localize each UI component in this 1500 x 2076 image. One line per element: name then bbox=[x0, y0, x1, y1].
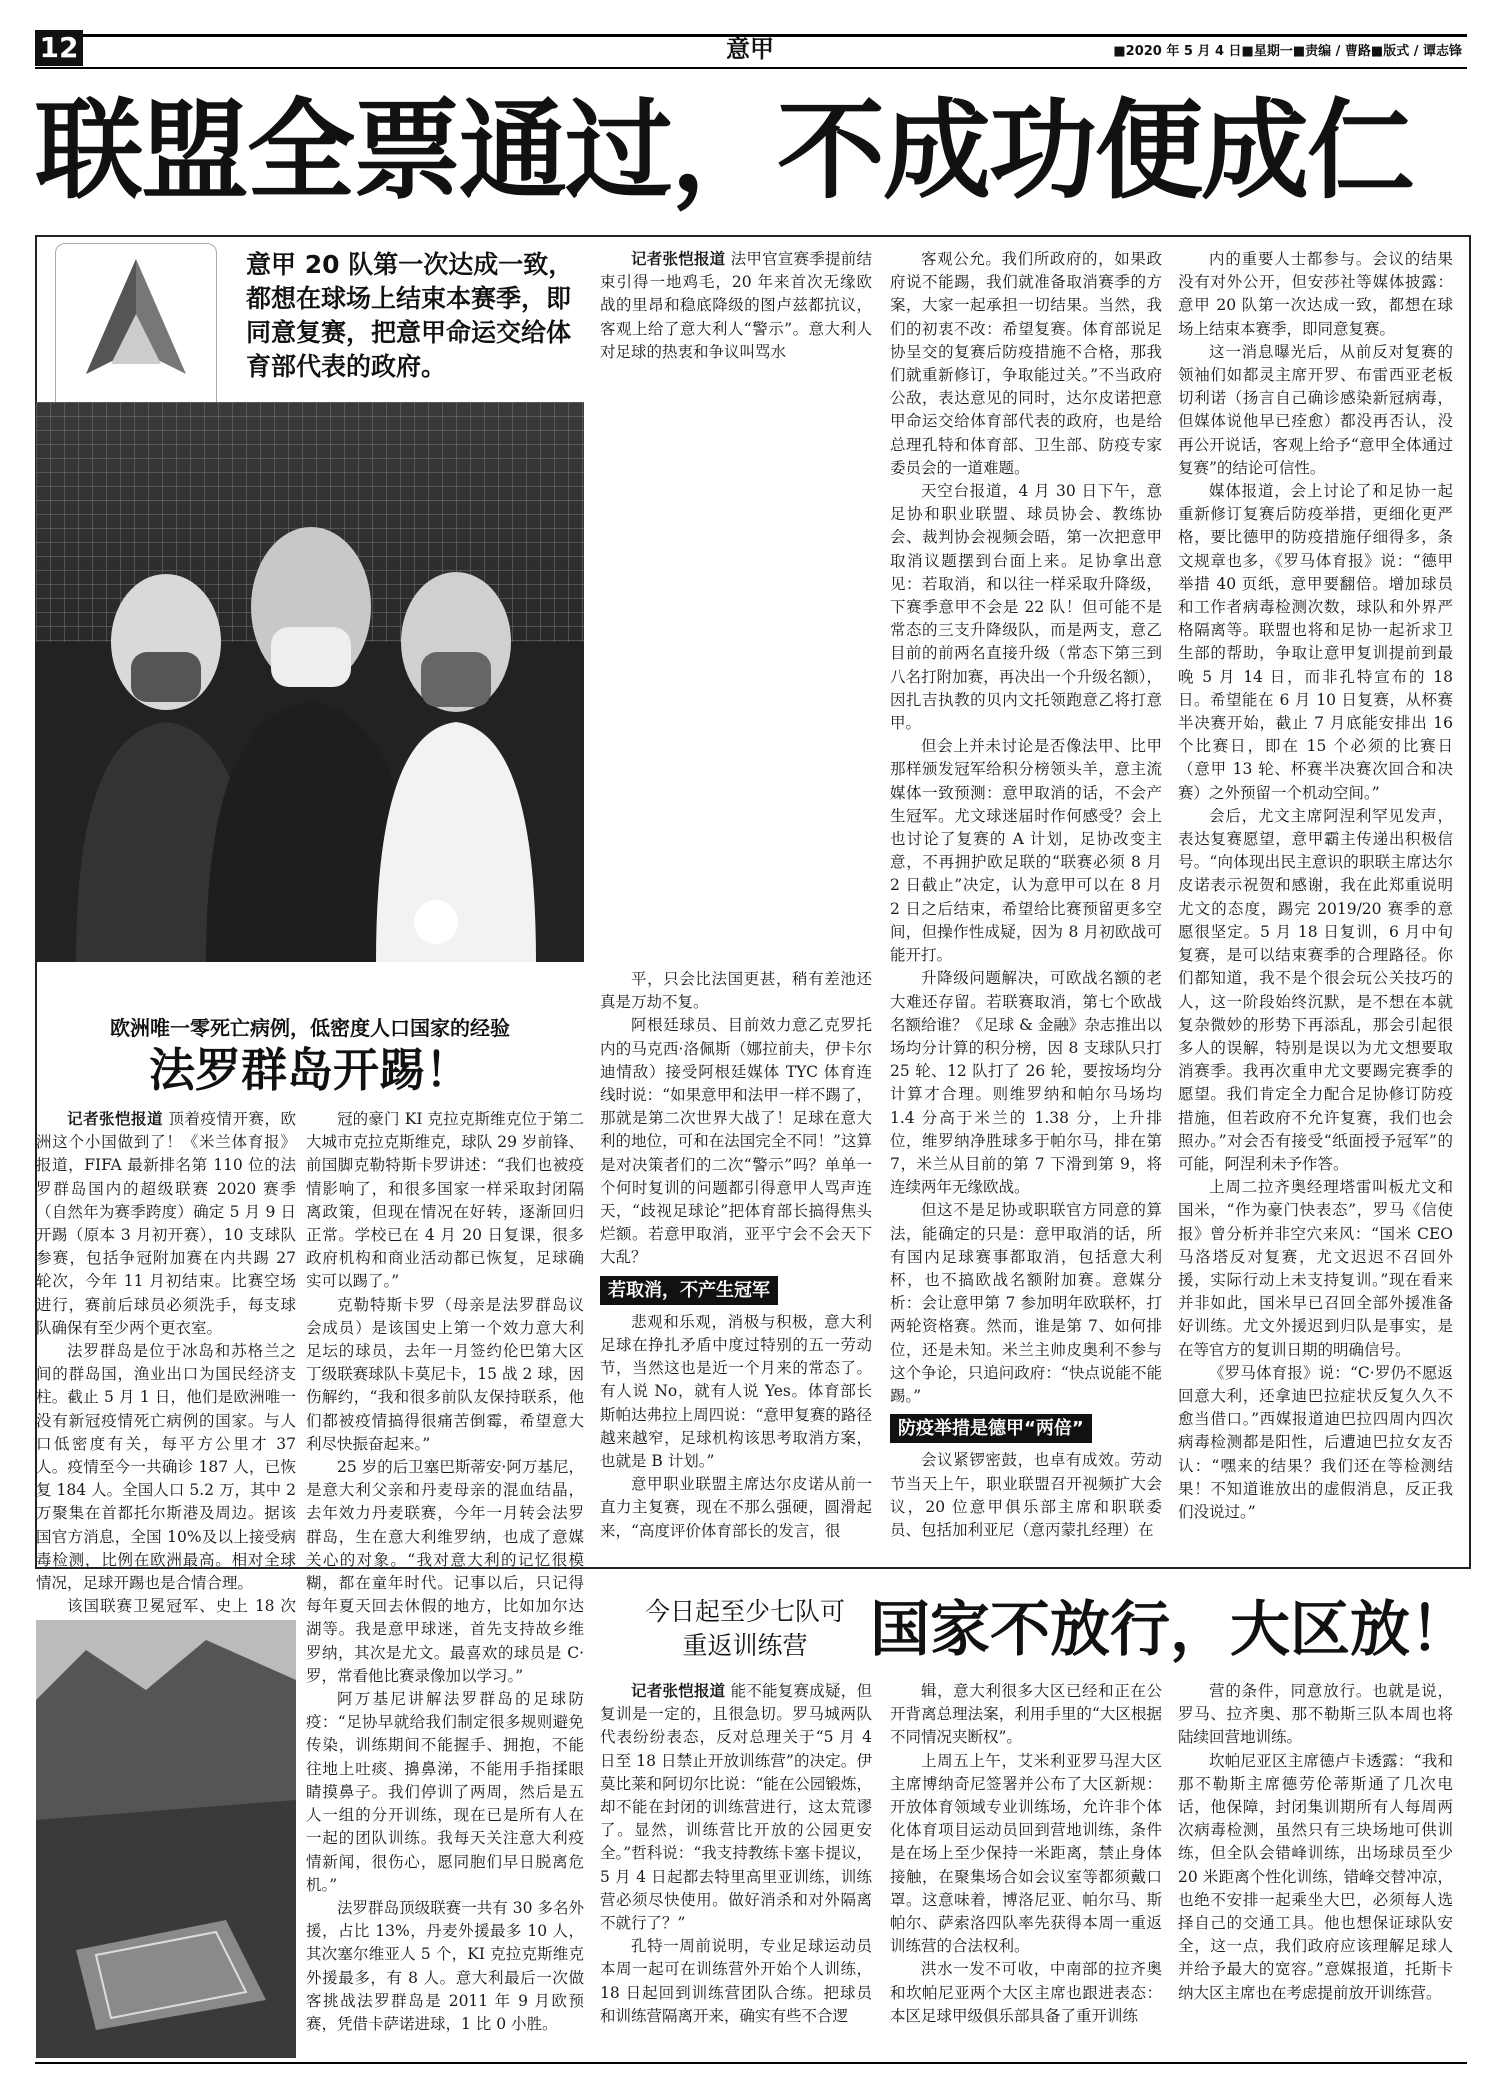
training-col3-p0: 营的条件，同意放行。也就是说，罗马、拉齐奥、那不勒斯三队本周也将陆续回营地训练。 bbox=[1178, 1682, 1453, 1747]
main-byline: 记者张恺报道 bbox=[631, 250, 726, 268]
main-col3-p5: 《罗马体育报》说：“C·罗仍不愿返回意大利，还拿迪巴拉症状反复久久不愈当借口。”西媒报道迪巴拉四周内四次病毒检测都是阳性，后遭迪巴拉女友否认：“嘿来的结果？我们还在等检测结果！不知道谁放出的虚假消息，反正我们没说过。” bbox=[1178, 1363, 1453, 1521]
subhead-cancel-no-champion: 若取消，不产生冠军 bbox=[600, 1276, 778, 1305]
faroe-col2-p4: 法罗群岛顶级联赛一共有 30 多名外援，占比 13%，丹麦外援最多 10 人，其次塞尔维亚人 5 个，KI 克拉克斯维克外援最多，有 8 人。意大利最后一次做客挑战法罗群岛是 2011 年 9 月欧预赛，凭借卡萨诺进球，1 比 0 小胜。 bbox=[306, 1898, 584, 2033]
training-kicker: 今日起至少七队可重返训练营 bbox=[644, 1597, 845, 1660]
faroe-lead bbox=[36, 1108, 296, 1340]
main-col2-p3: 升降级问题解决，可欧战名额的老大难还存留。若联赛取消，第七个欧战名额给谁？《足球 & 金融》杂志推出以场均分计算的积分榜，因 8 支球队只打 25 轮、12 队打了 26 轮，要按场均分计算才合理。则维罗纳和帕尔马场均 1.4 分高于米兰的 1.38 分，上升排位，维罗纳净胜球多于帕尔马，排在第 7，米兰从目前的第 7 下滑到第 9，将连续两年无缘欧战。 bbox=[890, 969, 1162, 1197]
training-col2-p0: 辑，意大利很多大区已经和正在公开背离总理法案，利用手里的“大区根据不同情况夹断权”。 bbox=[890, 1682, 1162, 1747]
main-col1-p1: 平，只会比法国更甚，稍有差池还真是万劫不复。 bbox=[600, 970, 872, 1012]
page-number: 12 bbox=[35, 30, 83, 66]
training-lead bbox=[600, 1680, 872, 1935]
section-name: 意甲 bbox=[726, 35, 774, 63]
main-article-col2 bbox=[890, 248, 1162, 1553]
main-col2b-p0: 会议紧锣密鼓，也卓有成效。劳动节当天上午，职业联盟召开视频扩大会议，20 位意甲俱乐部主席和职联委员、包括加利亚尼（意丙蒙扎经理）在 bbox=[890, 1451, 1162, 1539]
training-col3 bbox=[1178, 1680, 1453, 2060]
main-col3-p2: 媒体报道，会上讨论了和足协一起重新修订复赛后防疫举措，更细化更严格，要比德甲的防疫措施仔细得多，条文规章也多，《罗马体育报》说：“德甲举措 40 页纸，意甲要翻倍。增加球员和工作者病毒检测次数，球队和外界严格隔离等。联盟也将和足协一起祈求卫生部的帮助，争取让意甲复训提前到最晚 5 月 14 日，而非孔特宣布的 18 日。希望能在 6 月 10 日复赛，从杯赛半决赛开始，截止 7 月底能安排出 16 个比赛日，即在 15 个必须的比赛日（意甲 13 轮、杯赛半决赛次回合和决赛）之外预留一个机动空间。” bbox=[1178, 482, 1453, 802]
main-col1-p2: 阿根廷球员、目前效力意乙克罗托内的马克西·洛佩斯（娜拉前夫，伊卡尔迪情敌）接受阿根廷媒体 TYC 体育连线时说：“如果意甲和法甲一样不踢了，那就是第二次世界大战了！足球在意大利的地位，可和在法国完全不同！”这算是对决策者们的二次“警示”吗？单单一个何时复训的问题都引得意甲人骂声连天，“歧视足球论”把体育部长搞得焦头烂额。若意甲取消，亚平宁会不会天下大乱？ bbox=[600, 1016, 872, 1267]
faroe-stadium-photo bbox=[36, 1620, 296, 2058]
training-headline: 国家不放行，大区放！ bbox=[870, 1595, 1470, 1665]
training-col2-p2: 洪水一发不可收，中南部的拉齐奥和坎帕尼亚两个大区主席也跟进表态：本区足球甲级俱乐部具备了重开训练 bbox=[890, 1960, 1162, 2025]
faroe-headline: 法罗群岛开踢！ bbox=[149, 1043, 471, 1097]
faroe-col1 bbox=[36, 1108, 296, 1616]
training-col3-p1: 坎帕尼亚区主席德卢卡透露：“我和那不勒斯主席德劳伦蒂斯通了几次电话，他保障，封闭集训期所有人每周两次病毒检测，虽然只有三块场地可供训练，但全队会错峰训练，出场球员至少 20 米距离个性化训练，错峰交替冲凉，也绝不安排一起乘坐大巴，必须每人选择自己的交通工具。他也想保证球队安全，这一点，我们政府应该理解足球人并给予最大的宽容。”意媒报道，托斯卡纳大区主席也在考虑提前放开训练营。 bbox=[1178, 1751, 1453, 2002]
main-col2-p0: 客观公允。我们所政府的，如果政府说不能踢，我们就准备取消赛季的方案，大家一起承担一切结果。当然，我们的初衷不改：希望复赛。体育部说足协呈交的复赛后防疫措施不合格，那我们就重新修订，争取能过关。”不当政府公敌，表达意见的同时，达尔皮诺把意甲命运交给体育部代表的政府，也是给总理孔特和体育部、卫生部、防疫专家委员会的一道难题。 bbox=[890, 250, 1162, 477]
main-photo bbox=[36, 402, 584, 962]
faroe-col2-p2: 25 岁的后卫塞巴斯蒂安·阿万基尼，是意大利父亲和丹麦母亲的混血结晶，去年效力丹麦联赛，今年一月转会法罗群岛，生在意大利维罗纳，也成了意媒关心的对象。“我对意大利的记忆很模糊，都在童年时代。记事以后，只记得每年夏天回去休假的地方，比如加尔达湖等。我是意甲球迷，首先支持故乡维罗纳，其次是尤文。最喜欢的球员是 C·罗，常看他比赛录像加以学习。” bbox=[306, 1458, 584, 1685]
training-col2 bbox=[890, 1680, 1162, 2060]
main-headline: 联盟全票通过，不成功便成仁 bbox=[35, 89, 1414, 214]
training-byline: 记者张恺报道 bbox=[631, 1682, 726, 1700]
dateline: ■2020 年 5 月 4 日■星期一■责编 / 曹路■版式 / 谭志锋 bbox=[1113, 44, 1462, 59]
main-article-lead bbox=[600, 248, 872, 364]
main-col2-p4: 但这不是足协或职联官方同意的算法，能确定的只是：意甲取消的话，所有国内足球赛事都取消，包括意大利杯，也不搞欧战名额附加赛。意媒分析：会让意甲第 7 参加明年欧联杯，打两轮资格赛。然而，谁是第 7、如何排位，还是未知。米兰主帅皮奥利不参与这个争论，只追问政府：“快点说能不能踢。” bbox=[890, 1201, 1162, 1405]
training-col1-p1: 孔特一周前说明，专业足球运动员本周一起可在训练营外开始个人训练，18 日起回到训练营团队合练。把球员和训练营隔离开来，确实有些不合逻 bbox=[600, 1937, 872, 2025]
main-col1b-p0: 悲观和乐观，消极与积极，意大利足球在挣扎矛盾中度过特别的五一劳动节，当然这也是近一个月来的常态了。有人说 No，就有人说 Yes。体育部长斯帕达弗拉上周四说：“意甲复赛的路径越来越窄，足球机构该思考取消方案，也就是 B 计划。” bbox=[600, 1312, 872, 1471]
bottom-rule bbox=[35, 2062, 1467, 2064]
main-col1-p0: 法甲官宣赛季提前结束引得一地鸡毛，20 年来首次无缘欧战的里昂和稳底降级的图卢兹都抗议，客观上给了意大利人“警示”。意大利人对足球的热衷和争议叫骂水 bbox=[600, 250, 872, 361]
faroe-col1-p0: 顶着疫情开赛，欧洲这个小国做到了！《米兰体育报》报道，FIFA 最新排名第 110 位的法罗群岛国内的超级联赛 2020 赛季（自然年为赛季跨度）确定 5 月 9 日开踢（原本 3 月初开赛），10 支球队参赛，包括争冠附加赛在内共踢 27 轮次，今年 11 月初结束。比赛空场进行，赛前后球员必须洗手，每支球队确保有至少两个更衣室。 bbox=[36, 1110, 296, 1337]
main-article-col1-lower bbox=[600, 968, 872, 1553]
faroe-byline: 记者张恺报道 bbox=[67, 1110, 164, 1128]
main-col1b-p1: 意甲职业联盟主席达尔皮诺从前一直力主复赛，现在不那么强硬，圆滑起来，“高度评价体育部长的发言，很 bbox=[600, 1475, 872, 1540]
subhead-prevention-double: 防疫举措是德甲“两倍” bbox=[890, 1414, 1092, 1443]
faroe-col2-p0: 冠的豪门 KI 克拉克斯维克位于第二大城市克拉克斯维克，球队 29 岁前锋、前国脚克勒特斯卡罗讲述：“我们也被疫情影响了，和很多国家一样采取封闭隔离政策，但现在情况在好转，逐渐回归正常。学校已在 4 月 20 日复课，很多政府机构和商业活动都已恢复，足球确实可以踢了。” bbox=[306, 1110, 584, 1291]
faroe-col2-p3: 阿万基尼讲解法罗群岛的足球防疫：“足协早就给我们制定很多规则避免传染，训练期间不能握手、拥抱，不能往地上吐痰、擤鼻涕，不能用手指揉眼睛摸鼻子。我们停训了两周，然后是五人一组的分开训练，现在已是所有人在一起的团队训练。我每天关注意大利疫情新闻，很伤心，愿同胞们早日脱离危机。” bbox=[306, 1690, 584, 1894]
faroe-col1-p2: 该国联赛卫冕冠军、史上 18 次 bbox=[67, 1597, 296, 1616]
main-deck: 意甲 20 队第一次达成一致，都想在球场上结束本赛季，即同意复赛，把意甲命运交给体育部代表的政府。 bbox=[246, 250, 574, 381]
main-col3-p1: 这一消息曝光后，从前反对复赛的领袖们如都灵主席开罗、布雷西亚老板切利诺（扬言自己确诊感染新冠病毒，但媒体说他早已痊愈）都没再否认，没再公开说话，客观上给予“意甲全体通过复赛”的结论可信性。 bbox=[1178, 342, 1453, 477]
faroe-col1-p1: 法罗群岛是位于冰岛和苏格兰之间的群岛国，渔业出口为国民经济支柱。截止 5 月 1 日，他们是欧洲唯一没有新冠疫情死亡病例的国家。与人口低密度有关，每平方公里才 37 人。疫情至今一共确诊 187 人，已恢复 184 人。全国人口 5.2 万，其中 2 万聚集在首都托尔斯港及周边。据该国官方消息，全国 10%及以上接受病毒检测，比例在欧洲最高。相对全球情况，足球开踢也是合情合理。 bbox=[36, 1342, 296, 1593]
three-officials-photo bbox=[36, 402, 584, 962]
serie-a-shield-icon bbox=[76, 254, 196, 404]
main-col3-p3: 会后，尤文主席阿涅利罕见发声，表达复赛愿望，意甲霸主传递出积极信号。“向体现出民主意识的职联主席达尔皮诺表示祝贺和感谢，我在此郑重说明尤文的态度，踢完 2019/20 赛季的意愿很坚定。5 月 18 日复训，6 月中旬复赛，是可以结束赛季的合理路径。你们都知道，我不是个很会玩公关技巧的人，这一阶段始终沉默，是不想在本就复杂微妙的形势下再添乱，那会引起很多人的误解，特别是误以为尤文想要取消赛季。我再次重申尤文要踢完赛季的愿望。我们肯定全力配合足协修订防疫措施，但若政府不允许复赛，我们也会照办。”对会否有接受“纸面授予冠军”的可能，阿涅利未予作答。 bbox=[1178, 806, 1453, 1173]
main-col3-p4: 上周二拉齐奥经理塔雷叫板尤文和国米，“作为豪门快表态”，罗马《信使报》曾分析并非空穴来风：“国米 CEO 马洛塔反对复赛，尤文迟迟不召回外援，实际行动上未支持复训。”现在看来并非如此，国米早已召回全部外援准备好训练。尤文外援迟到归队是事实，是在等官方的复训日期的明确信号。 bbox=[1178, 1178, 1453, 1359]
faroe-col2-p1: 克勒特斯卡罗（母亲是法罗群岛议会成员）是该国史上第一个效力意大利足坛的球员，去年一月签约伦巴第大区丁级联赛球队卡莫尼卡，15 战 2 球，因伤解约，“我和很多前队友保持联系，他们都被疫情搞得很痛苦倒霉，希望意大利尽快振奋起来。” bbox=[306, 1295, 584, 1453]
main-article-col1 bbox=[600, 248, 872, 963]
faroe-col2 bbox=[306, 1108, 584, 2058]
faroe-stadium-image bbox=[36, 1620, 296, 2058]
main-article-col3 bbox=[1178, 248, 1453, 1553]
main-col3-p0: 内的重要人士都参与。会议的结果没有对外公开，但安莎社等媒体披露：意甲 20 队第一次达成一致，都想在球场上结束本赛季，即同意复赛。 bbox=[1178, 250, 1453, 338]
training-col1-p0: 能不能复赛成疑，但复训是一定的，且很急切。罗马城两队代表纷纷表态，反对总理关于“5 月 4 日至 18 日禁止开放训练营”的决定。伊莫比莱和阿切尔比说：“能在公园锻炼，却不能在封闭的训练营进行，这太荒谬了。显然，训练营比开放的公园更安全。”哲科说：“我支持教练卡塞卡提议，5 月 4 日起都去特里高里亚训练，训练营必须尽快使用。做好消杀和对外隔离不就行了？” bbox=[600, 1682, 872, 1933]
faroe-kicker: 欧洲唯一零死亡病例，低密度人口国家的经验 bbox=[110, 1016, 510, 1040]
training-col1 bbox=[600, 1680, 872, 2060]
training-col2-p1: 上周五上午，艾米利亚罗马涅大区主席博纳奇尼签署并公布了大区新规：开放体育领域专业训练场，允许非个体化体育项目运动员回到营地训练，条件是在场上至少保持一米距离，禁止身体接触，在聚集场合如会议室等都须戴口罩。这意味着，博洛尼亚、帕尔马、斯帕尔、萨索洛四队率先获得本周一重返训练营的合法权利。 bbox=[890, 1751, 1162, 1956]
main-col2-p2: 但会上并未讨论是否像法甲、比甲那样颁发冠军给积分榜领头羊，意主流媒体一致预测：意甲取消的话，不会产生冠军。尤文球迷届时作何感受？会上也讨论了复赛的 A 计划，足协改变主意，不再拥护欧足联的“联赛必须 8 月 2 日截止”决定，认为意甲可以在 8 月 2 日之后结束，希望给比赛预留更多空间，但操作性成疑，因为 8 月初欧战可能开打。 bbox=[890, 737, 1162, 965]
main-col2-p1: 天空台报道，4 月 30 日下午，意足协和职业联盟、球员协会、教练协会、裁判协会视频会晤，第一次把意甲取消议题摆到台面上来。足协拿出意见：若取消，和以往一样采取升降级，下赛季意甲不会是 22 队！但可能不是常态的三支升降级队，而是两支，意乙目前的前两名直接升级（常态下第三到八名打附加赛，再决出一个升级名额），因扎吉执教的贝内文托领跑意乙将打意甲。 bbox=[890, 482, 1162, 733]
